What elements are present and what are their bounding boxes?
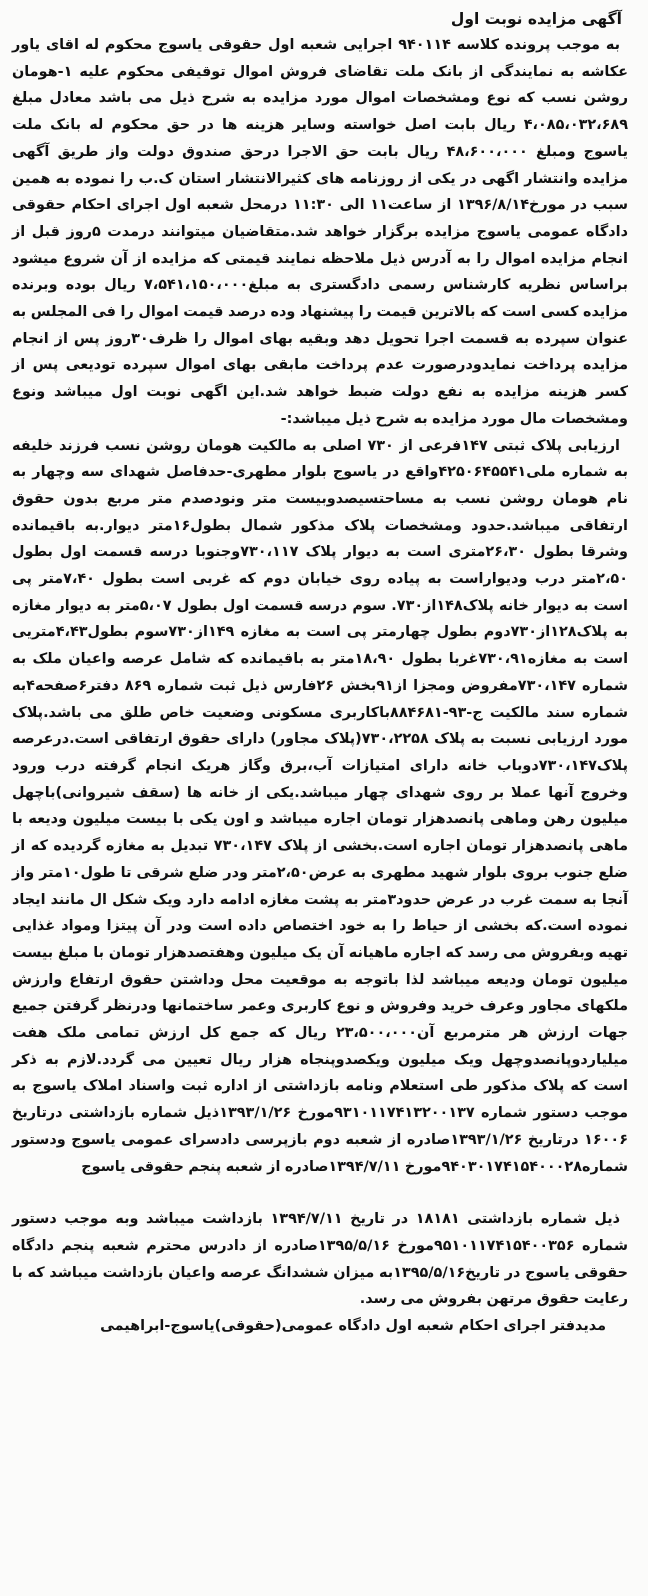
notice-signature: مدیدفتر اجرای احکام شعبه اول دادگاه عمومی(حقوقی)یاسوج-ابراهیمی [100, 1318, 606, 1335]
notice-intro-paragraph: به موجب پرونده کلاسه ۹۴۰۱۱۴ اجرایی شعبه اول حقوقی یاسوج محکوم له اقای یاور عکاشه به نمایندگی از بانک ملت تقاضای فروش اموال توقیفی محکوم علیه ۱-هومان روشن نسب که نوع ومشخصات اموال مورد مزایده به شرح ذیل می باشد معادل مبلغ ۴،۰۸۵،۰۳۲،۶۸۹ ریال بابت اصل خواسته وسایر هزینه ها در حق محکوم له بانک ملت یاسوج ومبلغ ۴۸،۶۰۰،۰۰۰ ریال بابت حق الاجرا درحق صندوق دولت واز طریق آگهی مزایده وانتشار اگهی در یکی از روزنامه های کثیرالانتشار استان ک.ب را نموده به همین سبب در مورخ۱۳۹۶/۸/۱۴ از ساعت۱۱ الی ۱۱:۳۰ درمحل شعبه اول اجرای احکام حقوقی دادگاه عمومی یاسوج مزایده برگزار خواهد شد.متقاضیان میتوانند درمدت ۵روز قبل از انجام مزایده اموال را به آدرس ذیل ملاحظه نمایند قیمتی که مزایده از آن شروع میشود براساس نظریه کارشناس رسمی دادگستری به مبلغ۷،۵۴۱،۱۵۰،۰۰۰ ریال بوده وبرنده مزایده کسی است که بالاترین قیمت را پیشنهاد وده درصد قیمت اموال را فی المجلس به عنوان سپرده به قسمت اجرا تحویل دهد وبقیه بهای اموال را ظرف۳۰روز پس از انجام مزایده پرداخت نمایدودرصورت عدم پرداخت مابقی بهای اموال سپرده تودیعی پس از کسر هزینه مزایده به نفع دولت ضبط خواهد شد.این اگهی نوبت اول میباشد ونوع ومشخصات مال مورد مزایده به شرح ذیل میباشد:- [12, 37, 628, 427]
seizure-details-paragraph: ذیل شماره بازداشتی ۱۸۱۸۱ در تاریخ ۱۳۹۴/۷/۱۱ بازداشت میباشد وبه موجب دستور شماره ۹۵۱۰۱۱۷۴۱۵۴۰۰۳۵۶مورخ ۱۳۹۵/۵/۱۶صادره از دادرس محترم شعبه پنجم دادگاه حقوقی یاسوج در تاریخ۱۳۹۵/۵/۱۶به میزان ششدانگ عرصه واعیان بازداشت میباشد که با رعایت حقوق مرتهن بفروش می رسد. [12, 1211, 628, 1308]
property-appraisal-paragraph: ارزیابی پلاک ثبتی ۱۴۷فرعی از ۷۳۰ اصلی به مالکیت هومان روشن نسب فرزند خلیفه به شماره ملی۴۲۵۰۶۴۵۵۴۱واقع در یاسوج بلوار مطهری-حدفاصل شهدای سه وچهار به نام هومان روشن نسب به مساحتسیصدوبیست متر ونودصدم متر مربع بدون حقوق ارتفاقی میباشد.حدود ومشخصات پلاک مذکور شمال بطول۱۶متر دیوار.به باقیمانده وشرقا بطول ۲۶،۳۰متری است به دیوار پلاک ۷۳۰،۱۱۷وجنوبا درسه قسمت اول بطول ۲،۵۰متر درب ودیواراست به پیاده روی خیابان دوم که غربی است بطول ۷،۴۰متر پی است به دیوار خانه پلاک۱۴۸از۷۳۰. سوم درسه قسمت اول بطول ۵،۰۷متر به دیوار مغازه به پلاک۱۲۸از۷۳۰دوم بطول چهارمتر پی است به مغازه ۱۴۹از۷۳۰سوم بطول۴،۴۳متریی است به مغازه۷۳۰،۹۱غربا بطول ۱۸،۹۰متر به باقیمانده که شامل عرصه واعیان ملک به شماره ۷۳۰،۱۴۷مفروض ومجزا از۹۱بخش ۲۶فارس ذیل ثبت شماره ۸۶۹ دفتر۶صفحه۴به شماره سند مالکیت ج-۹۳-۸۸۴۶۸۱باکاربری مسکونی وضعیت خاص طلق می باشد.پلاک مورد ارزیابی نسبت به پلاک ۷۳۰،۲۲۵۸(پلاک مجاور) دارای حقوق ارتفاقی است.درعرصه پلاک۷۳۰،۱۴۷دوباب خانه دارای امتیازات آب،برق وگاز هریک انجام گرفته درب ورود وخروج آنها عملا بر روی شهدای چهار میباشد.یکی از خانه ها (سقف شیروانی)باچهل میلیون رهن وماهی پانصدهزار تومان اجاره میباشد و اون یکی با بیست میلیون ودیعه با ماهی پانصدهزار تومان اجاره است.بخشی از پلاک ۷۳۰،۱۴۷ تبدیل به مغازه گردیده که از ضلع جنوب بروی بلوار شهید مطهری به عرض۲،۵۰متر ودر ضلع شرقی تا طول۱۰متر واز آنجا به سمت غرب در عرض حدود۳متر به پشت مغازه ادامه دارد ویک شکل ال مانند ایجاد نموده است.که بخشی از حیاط را به خود اختصاص داده است ودر آن پیتزا ومواد غذایی تهیه وبفروش می رسد که اجاره ماهیانه آن یک میلیون وهفتصدهزار تومان با مبلغ بیست میلیون تومان ودیعه میباشد لذا باتوجه به موقعیت محل وداشتن حقوق ارتفاع وارزش ملکهای مجاور وعرف خرید وفروش و نوع کاربری وعمر ساختمانها ودرنظر گرفتن جمیع جهات ارزش هر مترمربع آن۲۳،۵۰۰،۰۰۰ ریال که جمع کل ارزش تمامی ملک هفت میلیاردوپانصدوچهل ویک میلیون ویکصدوپنجاه هزار ریال تعیین می گردد.لازم به ذکر است که پلاک مذکور طی استعلام ونامه بازداشتی از اداره ثبت واسناد املاک یاسوج به موجب دستور شماره ۹۳۱۰۱۱۷۴۱۳۲۰۰۱۳۷مورخ ۱۳۹۳/۱/۲۶ذیل شماره بازداشتی درتاریخ ۱۶۰۰۶ درتاریخ ۱۳۹۳/۱/۲۶صادره از شعبه دوم بازپرسی دادسرای عمومی یاسوج ودستور شماره۹۴۰۳۰۱۷۴۱۵۴۰۰۰۲۸مورخ ۱۳۹۴/۷/۱۱صادره از شعبه پنجم حقوقی یاسوج [12, 437, 629, 1175]
notice-heading: آگهی مزایده نوبت اول [450, 10, 622, 28]
